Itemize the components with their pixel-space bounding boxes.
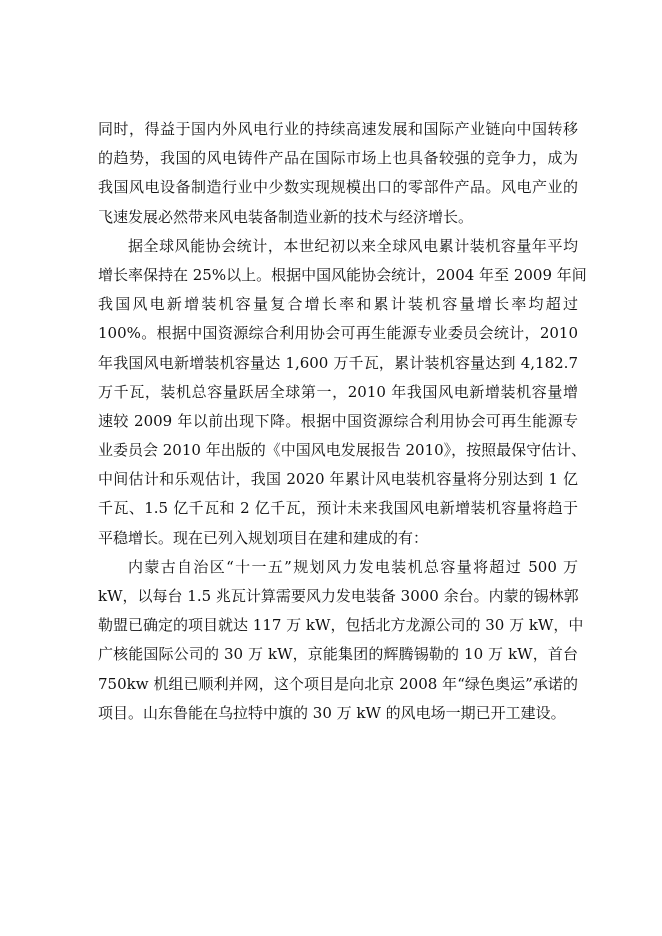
paragraph — [98, 553, 584, 728]
text-line: 中间估计和乐观估计，我国 2020 年累计风电装机容量将分别达到 1 亿 — [98, 470, 578, 489]
paragraph — [98, 232, 587, 553]
paragraph — [98, 115, 578, 232]
text-line: 项目。山东鲁能在乌拉特中旗的 30 万 kW 的风电场一期已开工建设。 — [98, 703, 566, 722]
text-line: 我国风电设备制造行业中少数实现规模出口的零部件产品。风电产业的 — [98, 178, 578, 197]
text-line: 千瓦、1.5 亿千瓦和 2 亿千瓦，预计未来我国风电新增装机容量将趋于 — [98, 499, 578, 518]
text-line: 万千瓦，装机总容量跃居全球第一，2010 年我国风电新增装机容量增 — [98, 382, 578, 401]
text-line: 速较 2009 年以前出现下降。根据中国资源综合利用协会可再生能源专 — [98, 411, 578, 430]
text-line: 据全球风能协会统计，本世纪初以来全球风电累计装机容量年平均 — [128, 236, 578, 255]
text-line: 勒盟已确定的项目就达 117 万 kW，包括北方龙源公司的 30 万 kW，中 — [98, 616, 584, 635]
text-line: kW，以每台 1.5 兆瓦计算需要风力发电装备 3000 余台。内蒙的锡林郭 — [98, 587, 579, 605]
text-line: 750kw 机组已顺利并网，这个项目是向北京 2008 年“绿色奥运”承诺的 — [98, 674, 578, 693]
text-line: 增长率保持在 25%以上。根据中国风能协会统计，2004 年至 2009 年间 — [98, 265, 587, 284]
text-line: 的趋势，我国的风电铸件产品在国际市场上也具备较强的竞争力，成为 — [98, 149, 578, 168]
text-line: 广核能国际公司的 30 万 kW，京能集团的辉腾锡勒的 10 万 kW，首台 — [98, 645, 578, 664]
text-line: 内蒙古自治区“十一五”规划风力发电装机总容量将超过 500 万 — [128, 557, 578, 576]
document-body — [98, 115, 587, 728]
text-line: 我国风电新增装机容量复合增长率和累计装机容量增长率均超过 — [98, 295, 578, 314]
text-line: 年我国风电新增装机容量达 1,600 万千瓦，累计装机容量达到 4,182.7 — [98, 353, 578, 372]
text-line: 100%。根据中国资源综合利用协会可再生能源专业委员会统计，2010 — [98, 324, 578, 343]
text-line: 业委员会 2010 年出版的《中国风电发展报告 2010》，按照最保守估计、 — [98, 441, 587, 460]
text-line: 平稳增长。现在已列入规划项目在建和建成的有： — [98, 528, 429, 547]
text-line: 飞速发展必然带来风电装备制造业新的技术与经济增长。 — [98, 207, 474, 226]
text-line: 同时，得益于国内外风电行业的持续高速发展和国际产业链向中国转移 — [98, 120, 578, 138]
